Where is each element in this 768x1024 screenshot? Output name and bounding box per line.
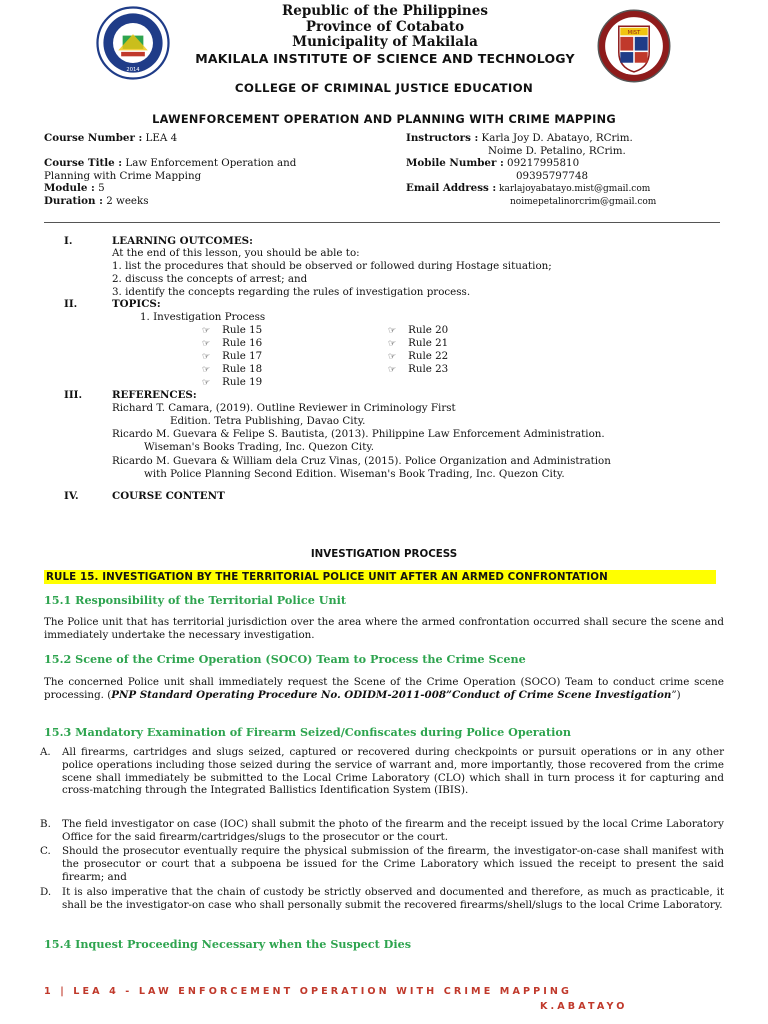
institution-name: MAKILALA INSTITUTE OF SCIENCE AND TECHNOLOGY — [195, 51, 575, 66]
subheading-15-3: 15.3 Mandatory Examination of Firearm Seized/Confiscates during Police Operation — [44, 725, 571, 739]
rule-list-item: ☞ Rule 22 — [388, 350, 449, 362]
email-link-1[interactable]: karlajoyabatayo.mist@gmail.com — [496, 184, 651, 194]
list-item: B. The field investigator on case (IOC) shall submit the photo of the firearm and the receipt issued by the local Crime Laboratory Office for the said firearm/cartridges/slugs to the prosecutor or the court. — [40, 818, 724, 843]
reference-line: Edition. Tetra Publishing, Davao City. — [170, 415, 366, 427]
subheading-15-2: 15.2 Scene of the Crime Operation (SOCO) Team to Process the Crime Scene — [44, 652, 526, 666]
instructor-2: Noime D. Petalino, RCrim. — [488, 145, 626, 157]
mobile-row: Mobile Number : 09217995810 — [406, 157, 580, 169]
college-name: COLLEGE OF CRIMINAL JUSTICE EDUCATION — [234, 81, 534, 95]
reference-line: with Police Planning Second Edition. Wiseman's Book Trading, Inc. Quezon City. — [144, 468, 565, 480]
page-footer-author: K.ABATAYO — [540, 1001, 628, 1012]
course-number-row: Course Number : LEA 4 — [44, 132, 178, 144]
mobile-2: 09395797748 — [516, 170, 589, 182]
reference-line: Wiseman's Books Trading, Inc. Quezon City. — [144, 441, 375, 453]
investigation-process-title: INVESTIGATION PROCESS — [310, 548, 458, 560]
email-row: Email Address : karlajoyabatayo.mist@gmail.com — [406, 182, 651, 194]
page-footer: 1 | LEA 4 - LAW ENFORCEMENT OPERATION WITH CRIME MAPPING — [44, 986, 573, 997]
section-2-title: TOPICS: — [112, 298, 161, 310]
rule-list-item: ☞ Rule 15 — [202, 324, 263, 336]
list-item: A. All firearms, cartridges and slugs seized, captured or recovered during checkpoints or pursuit operations or in any other police operations including those seized during the service of warrant and, more importantly, those recovered from the crime scene shall immediately be submitted to the Local Crime Laboratory (CLO) which shall in turn process it for capturing and cross-matching through the Integrated Ballistics Identification System (IBIS). — [40, 746, 724, 797]
rule-list-item: ☞ Rule 23 — [388, 363, 449, 375]
header-republic: Republic of the Philippines — [282, 3, 488, 19]
divider — [44, 222, 720, 223]
section-4-title: COURSE CONTENT — [112, 490, 225, 502]
paragraph-15-2: The concerned Police unit shall immediately request the Scene of the Crime Operation (SOCO) Team to conduct crime scene processing. (PNP Standard Operating Procedure No. ODIDM-2011-008”Conduct of Crime Scene Investigation”) — [44, 676, 724, 702]
rule-list-item: ☞ Rule 20 — [388, 324, 449, 336]
pointing-hand-icon: ☞ — [202, 339, 211, 349]
outcome-item: 3. identify the concepts regarding the rules of investigation process. — [112, 286, 471, 298]
header-province: Province of Cotabato — [305, 18, 465, 35]
section-3-number: III. — [64, 389, 83, 401]
course-title-row-2: Planning with Crime Mapping — [44, 170, 202, 182]
course-heading: LAWENFORCEMENT OPERATION AND PLANNING WITH CRIME MAPPING — [152, 113, 616, 126]
header-municipality: Municipality of Makilala — [292, 34, 478, 50]
instructors-row: Instructors : Karla Joy D. Abatayo, RCrim. — [406, 132, 633, 144]
reference-line: Ricardo M. Guevara & William dela Cruz Vinas, (2015). Police Organization and Administration — [112, 455, 611, 467]
topic-item: 1. Investigation Process — [140, 311, 266, 323]
pointing-hand-icon: ☞ — [388, 352, 397, 362]
government-header — [140, 4, 630, 51]
outcome-item: 1. list the procedures that should be observed or followed during Hostage situation; — [112, 260, 552, 272]
email-link-2[interactable]: noimepetalinorcrim@gmail.com — [510, 197, 657, 207]
rule-list-item: ☞ Rule 17 — [202, 350, 263, 362]
pointing-hand-icon: ☞ — [388, 326, 397, 336]
outcomes-intro: At the end of this lesson, you should be able to: — [112, 247, 360, 259]
rule-list-item: ☞ Rule 16 — [202, 337, 263, 349]
section-2-number: II. — [64, 298, 78, 310]
logo-right-text: MIST — [627, 29, 641, 36]
duration-row: Duration : 2 weeks — [44, 195, 149, 207]
section-3-title: REFERENCES: — [112, 389, 197, 401]
reference-line: Richard T. Camara, (2019). Outline Reviewer in Criminology First — [112, 402, 456, 414]
pointing-hand-icon: ☞ — [388, 365, 397, 375]
list-item: D. It is also imperative that the chain of custody be strictly observed and documented and therefore, as much as practicable, it shall be the investigator-on case who shall personally submit the recovered firearms/shell/slugs to the local Crime Laboratory. — [40, 886, 724, 911]
list-item: C. Should the prosecutor eventually require the physical submission of the firearm, the investigator-on-case shall manifest with the prosecutor or court that a subpoena be issued for the Crime Laboratory which issued the receipt to present the said firearm; and — [40, 845, 724, 883]
pointing-hand-icon: ☞ — [202, 365, 211, 375]
pointing-hand-icon: ☞ — [388, 339, 397, 349]
section-1-title: LEARNING OUTCOMES: — [112, 235, 253, 247]
rule-15-heading: RULE 15. INVESTIGATION BY THE TERRITORIAL POLICE UNIT AFTER AN ARMED CONFRONTATION — [44, 570, 716, 584]
rule-list-item: ☞ Rule 18 — [202, 363, 263, 375]
subheading-15-4: 15.4 Inquest Proceeding Necessary when the Suspect Dies — [44, 937, 412, 951]
rule-list-item: ☞ Rule 19 — [202, 376, 263, 388]
rule-list-item: ☞ Rule 21 — [388, 337, 449, 349]
subheading-15-1: 15.1 Responsibility of the Territorial Police Unit — [44, 593, 347, 607]
outcome-item: 2. discuss the concepts of arrest; and — [112, 273, 308, 285]
pointing-hand-icon: ☞ — [202, 378, 211, 388]
logo-year: 2014 — [126, 67, 140, 74]
course-title-row: Course Title : Law Enforcement Operation and — [44, 157, 297, 169]
reference-line: Ricardo M. Guevara & Felipe S. Bautista, (2013). Philippine Law Enforcement Administration. — [112, 428, 605, 440]
section-4-number: IV. — [64, 490, 79, 502]
pointing-hand-icon: ☞ — [202, 326, 211, 336]
pointing-hand-icon: ☞ — [202, 352, 211, 362]
paragraph-15-1: The Police unit that has territorial jurisdiction over the area where the armed confrontation occurred shall secure the scene and immediately undertake the necessary investigation. — [44, 616, 724, 642]
section-1-number: I. — [64, 235, 73, 247]
module-row: Module : 5 — [44, 182, 105, 194]
